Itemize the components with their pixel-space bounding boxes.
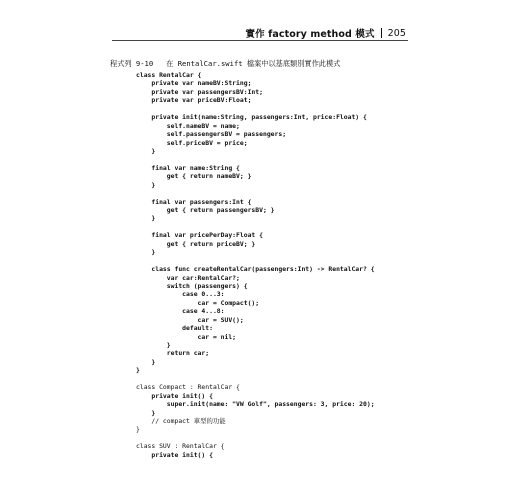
code-line: } (136, 366, 140, 375)
code-line: } (136, 341, 171, 349)
header-separator (381, 28, 382, 38)
code-line: get { return priceBV; } (136, 239, 256, 248)
code-line (136, 375, 375, 383)
code-line: } (136, 425, 140, 434)
code-line: self.nameBV = name; (136, 121, 240, 130)
header-rule (112, 40, 408, 41)
code-line (136, 257, 375, 265)
code-line: } (136, 180, 156, 189)
code-line: class func createRentalCar(passengers:Int) -> RentalCar? { (136, 265, 375, 274)
code-line: } (136, 408, 156, 417)
code-line: car = SUV(); (136, 315, 244, 324)
code-line: self.priceBV = price; (136, 138, 248, 147)
code-line: case 4...8: (136, 307, 225, 316)
code-line: car = Compact(); (136, 298, 260, 307)
code-line: class SUV : RentalCar { (136, 442, 225, 451)
code-line: } (136, 248, 156, 257)
code-line: switch (passengers) { (136, 281, 248, 290)
page-number: 205 (387, 27, 406, 39)
code-line: // compact 車型的功能 (136, 416, 226, 425)
code-line: final var name:String { (136, 163, 240, 172)
code-line: private init() { (136, 450, 213, 459)
code-line (136, 105, 375, 113)
code-line: private init(name:String, passengers:Int, price:Float) { (136, 113, 367, 122)
listing-caption: 程式列 9-10 在 RentalCar.swift 檔案中以基底類別實作此模式 (110, 59, 341, 68)
code-line: super.init(name: "VW Golf", passengers: 3, price: 20); (136, 400, 375, 409)
code-line: private var priceBV:Float; (136, 96, 252, 105)
code-line: private var nameBV:String; (136, 79, 252, 88)
code-line: class Compact : RentalCar { (136, 383, 240, 392)
code-line: get { return passengersBV; } (136, 206, 275, 214)
code-line: private init() { (136, 391, 213, 400)
code-line: car = nil; (136, 332, 237, 341)
code-line (136, 155, 375, 163)
code-line: default: (136, 324, 213, 333)
code-line (136, 434, 375, 442)
code-line: return car; (136, 349, 210, 358)
code-listing (136, 71, 375, 459)
running-header (246, 26, 406, 40)
code-line: } (136, 146, 156, 155)
code-line (136, 189, 375, 197)
code-line: self.passengersBV = passengers; (136, 130, 287, 139)
code-line: get { return nameBV; } (136, 172, 252, 181)
code-line: private var passengersBV:Int; (136, 87, 263, 96)
code-line: } (136, 214, 156, 223)
code-line (136, 223, 375, 231)
chapter-title: 實作 factory method 模式 (245, 29, 375, 40)
code-line: } (136, 357, 156, 366)
code-line: final var passengers:Int { (136, 197, 252, 206)
code-line: final var pricePerDay:Float { (136, 231, 263, 240)
code-line: case 0...3: (136, 290, 225, 299)
code-line: class RentalCar { (136, 71, 202, 79)
code-line: var car:RentalCar?; (136, 273, 240, 282)
